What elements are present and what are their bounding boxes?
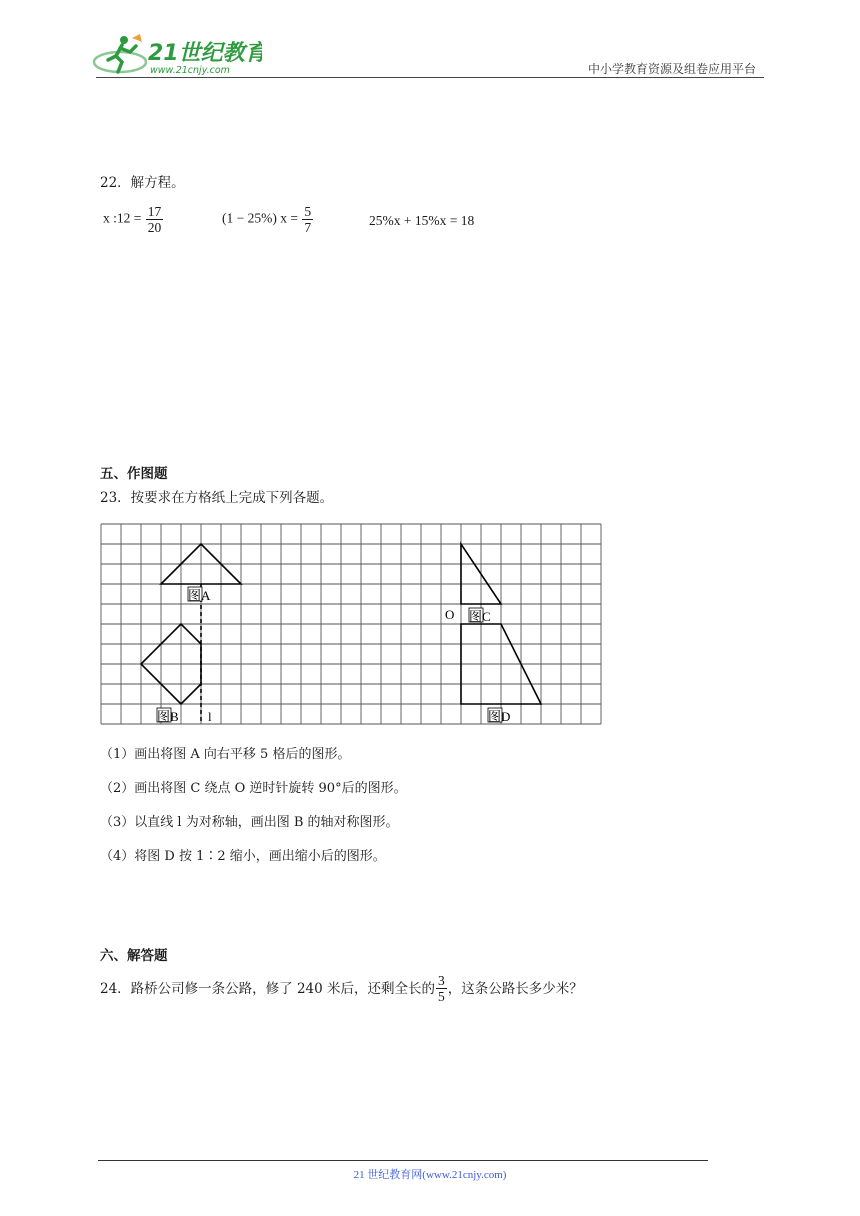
- label-figure-a: 图A: [188, 588, 211, 603]
- q23-sub-4: （4）将图 D 按 1∶2 缩小，画出缩小后的图形。: [100, 849, 386, 864]
- eq1-fraction: [146, 204, 164, 235]
- q23-sub-2: （2）画出将图 C 绕点 O 逆时针旋转 90°后的图形。: [100, 781, 407, 796]
- q24-text-before: 24．路桥公司修一条公路，修了 240 米后，还剩全长的: [100, 980, 436, 997]
- footer-text: 21 世纪教育网(www.21cnjy.com): [353, 1169, 507, 1181]
- logo-main-text: 21世纪教育: [148, 41, 262, 66]
- section-6-title: 六、解答题: [100, 948, 168, 964]
- q24: [100, 973, 583, 1004]
- label-figure-d: 图D: [488, 709, 511, 724]
- label-point-o: O: [445, 607, 455, 622]
- q24-numerator: 3: [438, 973, 445, 988]
- q22-equation-2: [222, 204, 314, 235]
- eq1-numerator: 17: [147, 204, 162, 219]
- eq1-left: x :12 =: [103, 210, 142, 226]
- logo-url-text: www.21cnjy.com: [150, 65, 230, 76]
- runner-logo-icon: [92, 32, 262, 80]
- q24-fraction: [436, 973, 447, 1004]
- eq2-left: (1 − 25%) x =: [222, 210, 298, 226]
- q24-text-after: ，这条公路长多少米？: [447, 980, 583, 997]
- eq2-fraction: [302, 204, 313, 235]
- platform-title: 中小学教育资源及组卷应用平台: [587, 62, 756, 76]
- eq2-numerator: 5: [304, 204, 312, 219]
- q22-equation-1: [103, 204, 164, 235]
- footer-divider: [98, 1160, 708, 1161]
- eq1-denominator: 20: [147, 220, 162, 235]
- q23-title: 23．按要求在方格纸上完成下列各题。: [100, 490, 334, 506]
- header-divider: [96, 77, 764, 78]
- q23-sub-3: （3）以直线 l 为对称轴，画出图 B 的轴对称图形。: [100, 815, 399, 830]
- section-5-title: 五、作图题: [100, 466, 168, 482]
- eq2-denominator: 7: [304, 220, 312, 235]
- grid-paper: [100, 523, 604, 727]
- label-figure-b: 图B: [157, 709, 179, 724]
- label-figure-c: 图C: [469, 609, 491, 624]
- label-line-l: l: [208, 709, 212, 724]
- q24-denominator: 5: [438, 989, 445, 1004]
- grid-figure: [100, 523, 604, 731]
- q23-sub-1: （1）画出将图 A 向右平移 5 格后的图形。: [100, 747, 351, 762]
- logo: [92, 32, 262, 80]
- q22-equation-3: 25%x + 15%x = 18: [369, 213, 475, 228]
- q22-title: 22．解方程。: [100, 175, 185, 191]
